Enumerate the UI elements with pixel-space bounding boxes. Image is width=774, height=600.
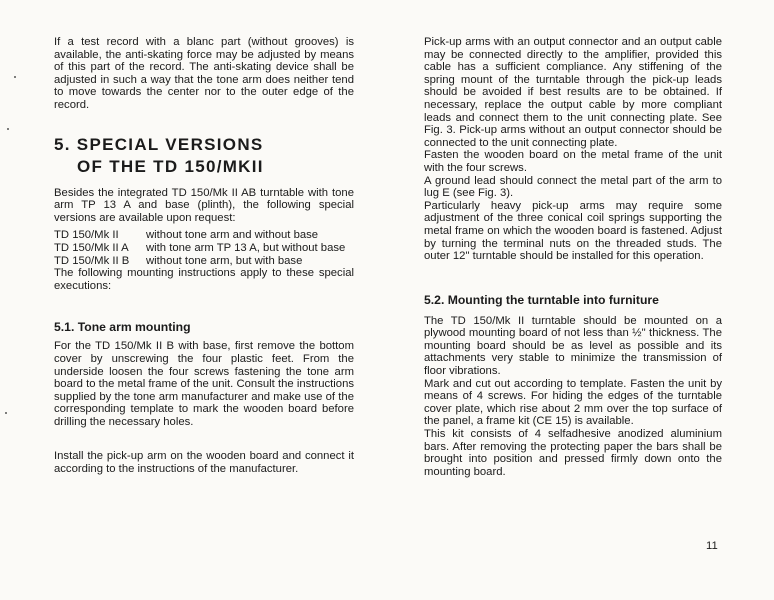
left-column	[54, 36, 354, 476]
template-paragraph: Mark and cut out according to template. Fasten the unit by means of 4 screws. For hiding the edges of the turntable cover plate, which rise about 2 mm over the top surface of the panel, a frame kit (CE 15) is available.	[424, 377, 722, 428]
install-pickup-paragraph: Install the pick-up arm on the wooden board and connect it according to the instructions of the manufacturer.	[54, 450, 354, 476]
subheading-tone-arm-mounting: 5.1. Tone arm mounting	[54, 320, 191, 335]
version-model: TD 150/Mk II	[54, 229, 119, 242]
tone-arm-mounting-paragraph: For the TD 150/Mk II B with base, first remove the bottom cover by unscrewing the four plastic feet. From the underside loosen the four screws fastening the tone arm board to the metal frame of the unit. Consult the instructions supplied by the tone arm manufacturer and make use of the corresponding template to mark the wooden board before drilling the necessary holes.	[54, 340, 354, 428]
margin-dot	[14, 76, 16, 78]
version-model: TD 150/Mk II A	[54, 241, 129, 254]
version-desc: with tone arm TP 13 A, but without base	[146, 241, 346, 254]
version-desc: without tone arm, but with base	[146, 254, 303, 267]
mounting-board-paragraph: The TD 150/Mk II turntable should be mounted on a plywood mounting board of not less than ½" thickness. The mounting board should be as level as possible and its attachments very stable to minimize the transmission of floor vibrations.	[424, 314, 722, 378]
version-desc: without tone arm and without base	[146, 229, 319, 242]
heading-line-1: 5. SPECIAL VERSIONS	[54, 134, 264, 154]
right-column	[424, 36, 722, 478]
margin-dot	[7, 128, 9, 130]
ground-lead-paragraph: A ground lead should connect the metal part of the arm to lug E (see Fig. 3).	[424, 174, 722, 200]
page-number: 11	[706, 540, 718, 552]
section-heading-special-versions	[54, 134, 354, 178]
margin-dot	[5, 412, 7, 414]
frame-kit-paragraph: This kit consists of 4 selfadhesive anodized aluminium bars. After removing the protecting paper the bars shall be brought into position and pressed firmly down onto the mounting board.	[424, 428, 722, 478]
versions-table	[54, 229, 354, 267]
anti-skating-paragraph: If a test record with a blanc part (without grooves) is available, the anti-skating force may be adjusted by means of this part of the record. The anti-skating device shall be adjusted in such a way that the tone arm does neither tend to move towards the center nor to the outer edge of the record.	[54, 36, 354, 111]
special-versions-intro: Besides the integrated TD 150/Mk II AB turntable with tone arm TP 13 A and base (plinth), the following special versions are available upon request:	[54, 186, 354, 224]
heavy-arms-paragraph: Particularly heavy pick-up arms may require some adjustment of the three conical coil springs supporting the metal frame on which the wooden board is fastened. Adjust by turning the terminal nuts on the threaded studs. The outer 12" turntable should be installed for this operation.	[424, 199, 722, 263]
mounting-instructions-intro: The following mounting instructions apply to these special executions:	[54, 267, 354, 292]
subheading-furniture-mounting: 5.2. Mounting the turntable into furniture	[424, 292, 659, 307]
version-model: TD 150/Mk II B	[54, 254, 130, 267]
pickup-arms-paragraph: Pick-up arms with an output connector and an output cable may be connected directly to the amplifier, provided this cable has a sufficient compliance. Any stiffening of the spring mount of the turntable through the pick-up leads should be avoided if best results are to be obtained. If necessary, replace the output cable by more compliant leads and connect them to the unit connecting plate. See Fig. 3. Pick-up arms without an output connector should be connected to the unit connecting plate.	[424, 36, 722, 149]
heading-line-2: OF THE TD 150/MKII	[77, 156, 264, 176]
fasten-board-paragraph: Fasten the wooden board on the metal frame of the unit with the four screws.	[424, 149, 722, 174]
